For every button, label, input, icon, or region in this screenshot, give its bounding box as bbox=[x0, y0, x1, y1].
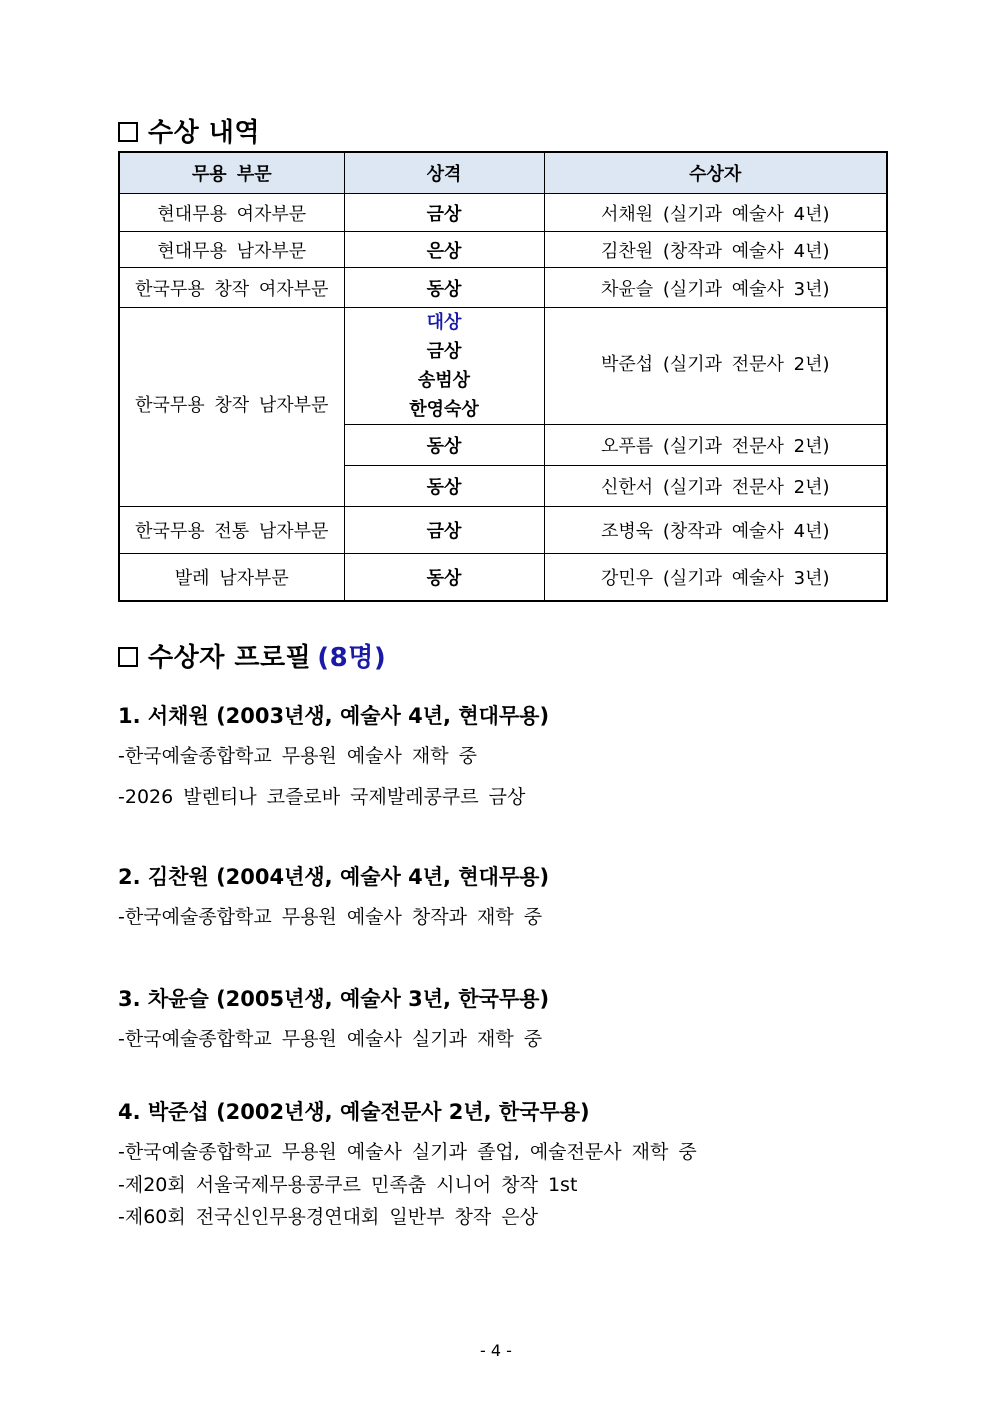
category-text: 한국무용 창작 남자부문 bbox=[135, 395, 329, 416]
profile-line: -한국예술종합학교 무용원 예술사 재학 중 bbox=[118, 745, 478, 767]
profile-title: 4. 박준섭 (2002년생, 예술전문사 2년, 한국무용) bbox=[118, 1100, 590, 1124]
header-category: 무용 부문 bbox=[119, 152, 344, 194]
category-cell: 한국무용 창작 여자부문 bbox=[119, 268, 344, 308]
section-awards-heading bbox=[118, 112, 260, 149]
profile-line: -한국예술종합학교 무용원 예술사 실기과 재학 중 bbox=[118, 1028, 543, 1050]
winner-cell: 서채원 (실기과 예술사 4년) bbox=[544, 194, 887, 232]
grand-prize-label: 대상 bbox=[426, 312, 462, 333]
winner-cell bbox=[544, 308, 887, 425]
profile-line: -제20회 서울국제무용콩쿠르 민족춤 시니어 창작 1st bbox=[118, 1174, 578, 1196]
category-cell: 발레 남자부문 bbox=[119, 554, 344, 601]
category-cell: 현대무용 여자부문 bbox=[119, 194, 344, 232]
grade-label: 금상 bbox=[426, 341, 462, 362]
grade-label: 송범상 bbox=[417, 370, 471, 391]
header-grade: 상격 bbox=[344, 152, 544, 194]
profile-title: 2. 김찬원 (2004년생, 예술사 4년, 현대무용) bbox=[118, 865, 550, 889]
table-row bbox=[119, 507, 887, 554]
grade-cell: 동상 bbox=[344, 268, 544, 308]
table-header-row bbox=[119, 152, 887, 194]
winner-cell: 강민우 (실기과 예술사 3년) bbox=[544, 554, 887, 601]
winner-text: 박준섭 (실기과 전문사 2년) bbox=[600, 354, 830, 375]
section-profiles-title: 수상자 프로필 bbox=[148, 643, 312, 673]
category-cell: 한국무용 전통 남자부문 bbox=[119, 507, 344, 554]
header-winner: 수상자 bbox=[544, 152, 887, 194]
awards-table bbox=[118, 151, 888, 602]
grade-cell: 은상 bbox=[344, 232, 544, 268]
section-awards-title: 수상 내역 bbox=[148, 118, 261, 148]
square-bullet-icon bbox=[118, 647, 138, 667]
square-bullet-icon bbox=[118, 122, 138, 142]
winner-cell: 조병욱 (창작과 예술사 4년) bbox=[544, 507, 887, 554]
winner-cell: 차윤슬 (실기과 예술사 3년) bbox=[544, 268, 887, 308]
profile-line: -2026 발렌티나 코즐로바 국제발레콩쿠르 금상 bbox=[118, 786, 526, 808]
profile-count: (8명) bbox=[317, 643, 387, 673]
winner-cell: 신한서 (실기과 전문사 2년) bbox=[544, 466, 887, 507]
table-row bbox=[119, 554, 887, 601]
profile-title: 3. 차윤슬 (2005년생, 예술사 3년, 한국무용) bbox=[118, 987, 550, 1011]
grade-cell-multi bbox=[344, 308, 544, 425]
grade-cell: 동상 bbox=[344, 554, 544, 601]
grade-label: 한영숙상 bbox=[409, 399, 479, 420]
table-row bbox=[119, 194, 887, 232]
profile-line: -제60회 전국신인무용경연대회 일반부 창작 은상 bbox=[118, 1206, 538, 1228]
profile-line: -한국예술종합학교 무용원 예술사 실기과 졸업, 예술전문사 재학 중 bbox=[118, 1141, 697, 1163]
table-row bbox=[119, 268, 887, 308]
table-row bbox=[119, 308, 887, 425]
winner-cell: 김찬원 (창작과 예술사 4년) bbox=[544, 232, 887, 268]
page-number: - 4 - bbox=[480, 1341, 512, 1360]
grade-cell: 동상 bbox=[344, 425, 544, 466]
section-profiles-heading bbox=[118, 637, 386, 674]
category-cell bbox=[119, 308, 344, 507]
profile-line: -한국예술종합학교 무용원 예술사 창작과 재학 중 bbox=[118, 906, 543, 928]
category-cell: 현대무용 남자부문 bbox=[119, 232, 344, 268]
winner-cell: 오푸름 (실기과 전문사 2년) bbox=[544, 425, 887, 466]
profile-title: 1. 서채원 (2003년생, 예술사 4년, 현대무용) bbox=[118, 704, 550, 728]
grade-cell: 금상 bbox=[344, 507, 544, 554]
grade-cell: 금상 bbox=[344, 194, 544, 232]
table-row bbox=[119, 232, 887, 268]
grade-cell: 동상 bbox=[344, 466, 544, 507]
